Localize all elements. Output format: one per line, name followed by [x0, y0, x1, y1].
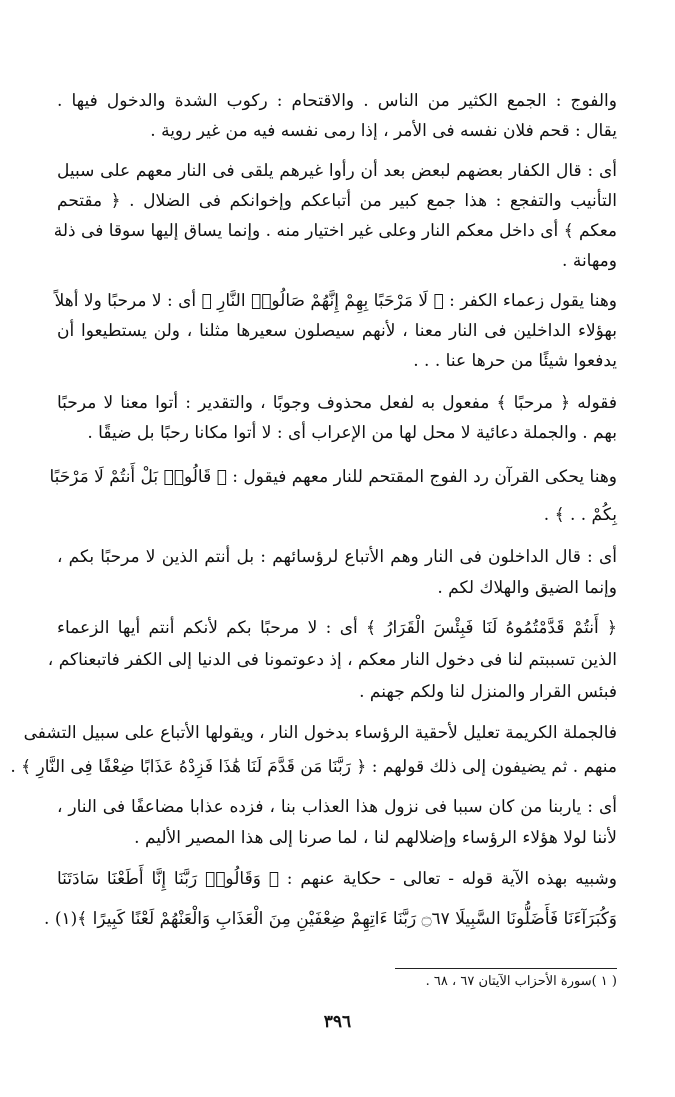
text-line: فبئس القرار والمنزل لنا ولكم جهنم .	[359, 682, 617, 702]
text-line: وهنا يحكى القرآن رد الفوج المقتحم للنار معهم فيقول : ﴿ قَالُوا۟ بَلْ أَنتُمْ لَا مَرْحَبًا	[49, 467, 617, 487]
text-line: ومهانة .	[562, 251, 617, 271]
text-line: بِكُمْ . . ﴾ .	[543, 505, 617, 525]
text-line: فالجملة الكريمة تعليل لأحقية الرؤساء بدخول النار ، ويقولها الأتباع على سبيل التشفى	[23, 723, 617, 743]
text-line: وهنا يقول زعماء الكفر : ﴿ لَا مَرْحَبًا بِهِمْ إِنَّهُمْ صَالُوا۟ النَّارِ ﴾ أى : لا مرحبًا ولا أهلاً	[54, 291, 617, 311]
text-line: بهم . والجملة دعائية لا محل لها من الإعراب أى : لا أتوا مكانا رحبًا بل ضيقًا .	[87, 423, 617, 443]
text-line: الذين تسببتم لنا فى دخول النار معكم ، إذ دعوتمونا فى الدنيا إلى الكفر فاتبعناكم ،	[47, 650, 617, 670]
text-line: وإنما الضيق والهلاك لكم .	[437, 578, 617, 598]
text-line: بهؤلاء الداخلين فى النار معنا ، لأنهم سيصلون سعيرها مثلنا ، ولن يستطيعوا أن	[57, 321, 617, 341]
footnote: ( ١ )سورة الأحزاب الآيتان ٦٧ ، ٦٨ .	[425, 974, 617, 989]
text-line: فقوله ﴿ مرحبًا ﴾ مفعول به لفعل محذوف وجوبًا ، والتقدير : أتوا معنا لا مرحبًا	[57, 393, 617, 413]
text-line: معكم ﴾ أى داخل معكم النار وعلى غير اختيار منه . وإنما يساق إليها سوقا فى ذلة	[53, 221, 617, 241]
text-line: منهم . ثم يضيفون إلى ذلك قولهم : ﴿ رَبَّنَا مَن قَدَّمَ لَنَا هَٰذَا فَزِدْهُ عَذَابًا ضِعْفًا فِى النَّارِ ﴾ .	[10, 757, 617, 777]
text-line: أى : قال الكفار بعضهم لبعض بعد أن رأوا غيرهم يلقى فى النار معهم على سبيل	[57, 161, 617, 181]
text-line: يقال : قحم فلان نفسه فى الأمر ، إذا رمى نفسه فيه من غير روية .	[150, 121, 617, 141]
text-line: لأننا لولا هؤلاء الرؤساء وإضلالهم لنا ، لما صرنا إلى هذا المصير الأليم .	[134, 828, 617, 848]
page-number: ٣٩٦	[323, 1012, 352, 1032]
text-line: يدفعوا شيئًا من حرها عنا . . .	[413, 351, 617, 371]
text-line: أى : ياربنا من كان سببا فى نزول هذا العذاب بنا ، فزده عذابا مضاعفًا فى النار ،	[57, 797, 617, 817]
text-line: وَكُبَرَآءَنَا فَأَضَلُّونَا السَّبِيلَا ۝٦٧ رَبَّنَا ءَاتِهِمْ ضِعْفَيْنِ مِنَ الْعَذَابِ وَالْعَنْهُمْ لَعْنًا كَبِيرًا ﴾(١) .	[44, 909, 617, 929]
text-line: والفوج : الجمع الكثير من الناس . والاقتحام : ركوب الشدة والدخول فيها .	[57, 91, 617, 111]
text-line: ﴿ أَنتُمْ قَدَّمْتُمُوهُ لَنَا فَبِئْسَ الْقَرَارُ ﴾ أى : لا مرحبًا بكم لأنكم أنتم أيها الزعماء	[57, 618, 617, 638]
text-line: التأنيب والتفجع : هذا جمع كبير من أتباعكم وإخوانكم فى الضلال . ﴿ مقتحم	[57, 191, 617, 211]
text-line: وشبيه بهذه الآية قوله - تعالى - حكاية عنهم : ﴿ وَقَالُوا۟ رَبَّنَا إِنَّا أَطَعْنَا سَادَتَنَا	[57, 869, 617, 889]
footnote-separator	[395, 968, 617, 969]
text-line: أى : قال الداخلون فى النار وهم الأتباع لرؤسائهم : بل أنتم الذين لا مرحبًا بكم ،	[57, 547, 617, 567]
